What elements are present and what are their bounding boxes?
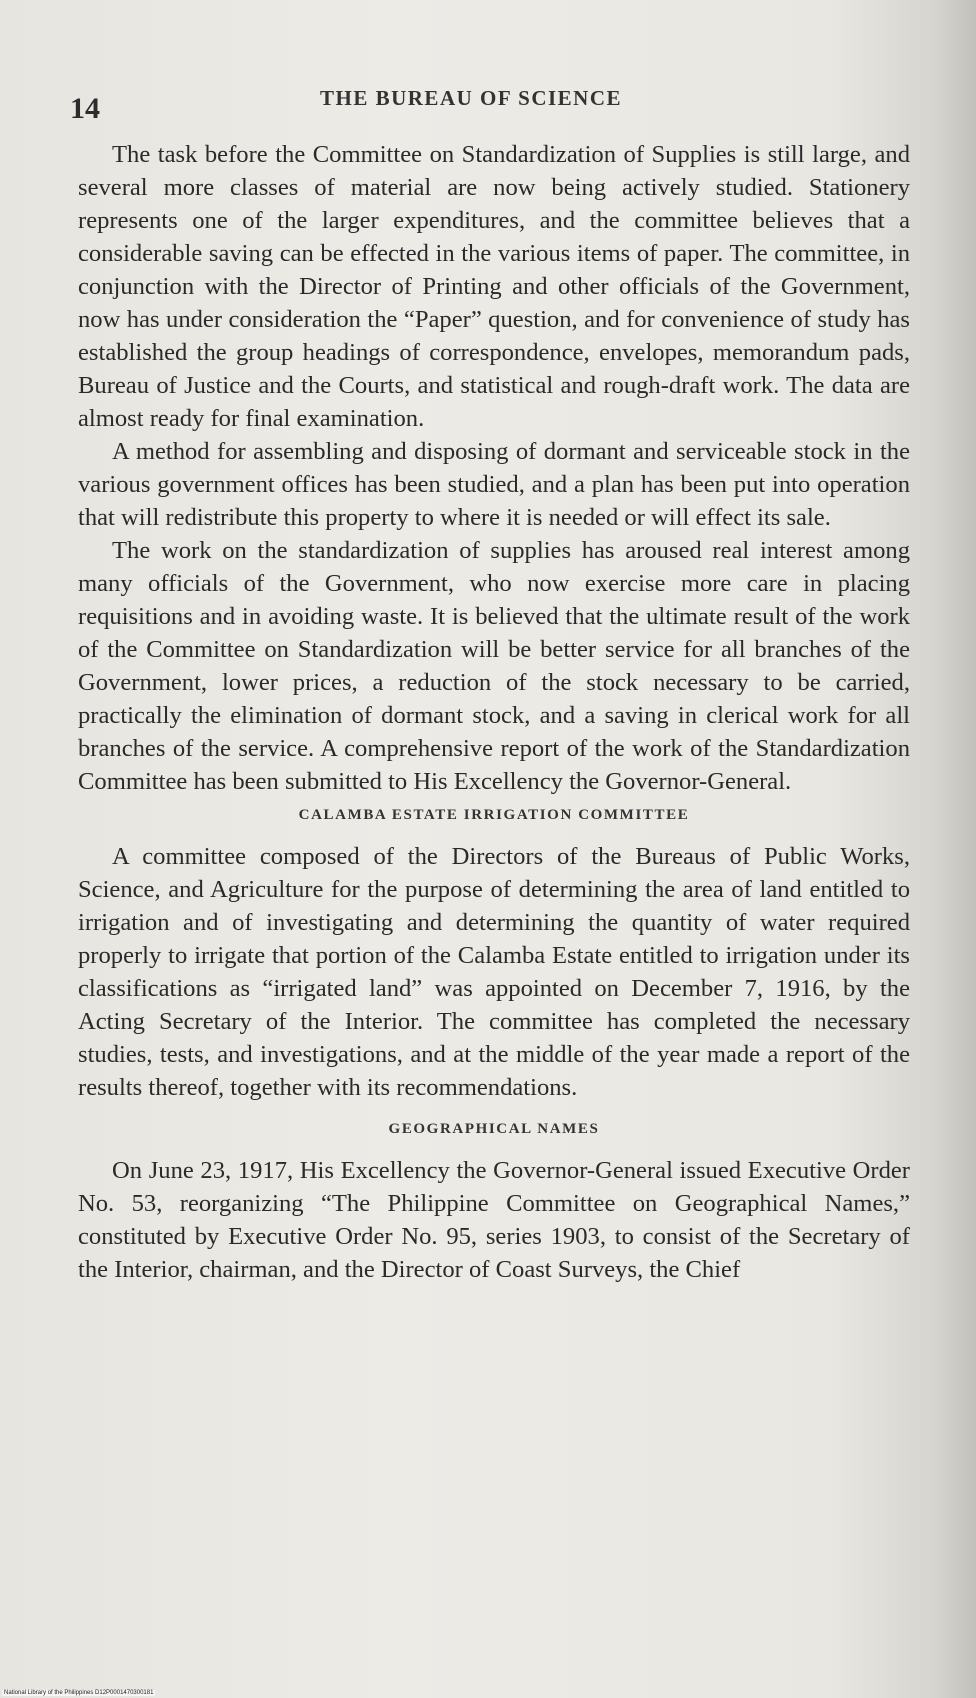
paragraph-dormant-stock: A method for assembling and disposing of dormant and serviceable stock in the various government offices has been studied, and a plan has been put into operation that will redistribute this property to where it is needed or will effect its sale. xyxy=(78,438,910,531)
page-header xyxy=(70,86,910,126)
paragraph-standardization-task: The task before the Committee on Standardization of Supplies is still large, and several more classes of material are now being actively studied. Stationery represents one of the larger expenditures, and the committee believes that a considerable saving can be effected in the various items of paper. The committee, in conjunction with the Director of Printing and other officials of the Government, now has under consideration the “Paper” question, and for convenience of study has established the group headings of correspondence, envelopes, memorandum pads, Bureau of Justice and the Courts, and statistical and rough-draft work. The data are almost ready for final examination. xyxy=(78,141,910,432)
paragraph-calamba-irrigation: A committee composed of the Directors of the Bureaus of Public Works, Science, and Agriculture for the purpose of determining the area of land entitled to irrigation and of investigating and determining the quantity of water required properly to irrigate that portion of the Calamba Estate entitled to irrigation under its classifications as “irrigated land” was appointed on December 7, 1916, by the Acting Secretary of the Interior. The committee has completed the necessary studies, tests, and investigations, and at the middle of the year made a report of the results thereof, together with its recommendations. xyxy=(78,843,910,1101)
paragraph-geographical-names: On June 23, 1917, His Excellency the Governor-General issued Executive Order No. 53, reorganizing “The Philippine Committee on Geographical Names,” constituted by Executive Order No. 95, series 1903, to consist of the Secretary of the Interior, chairman, and the Director of Coast Surveys, the Chief xyxy=(78,1157,910,1283)
body-text xyxy=(78,138,910,1286)
section-heading-calamba: CALAMBA ESTATE IRRIGATION COMMITTEE xyxy=(298,807,690,823)
scan-credit: National Library of the Philippines D12P0001470300181 xyxy=(4,1690,154,1696)
running-head: THE BUREAU OF SCIENCE xyxy=(320,86,623,110)
page-number: 14 xyxy=(70,92,100,125)
paragraph-standardization-results: The work on the standardization of supplies has aroused real interest among many officials of the Government, who now exercise more care in placing requisitions and in avoiding waste. It is believed that the ultimate result of the work of the Committee on Standardization will be better service for all branches of the Government, lower prices, a reduction of the stock necessary to be carried, practically the elimination of dormant stock, and a saving in clerical work for all branches of the service. A comprehensive report of the work of the Standardization Committee has been submitted to His Excellency the Governor-General. xyxy=(78,537,910,795)
section-heading-geographical-names: GEOGRAPHICAL NAMES xyxy=(388,1121,600,1137)
